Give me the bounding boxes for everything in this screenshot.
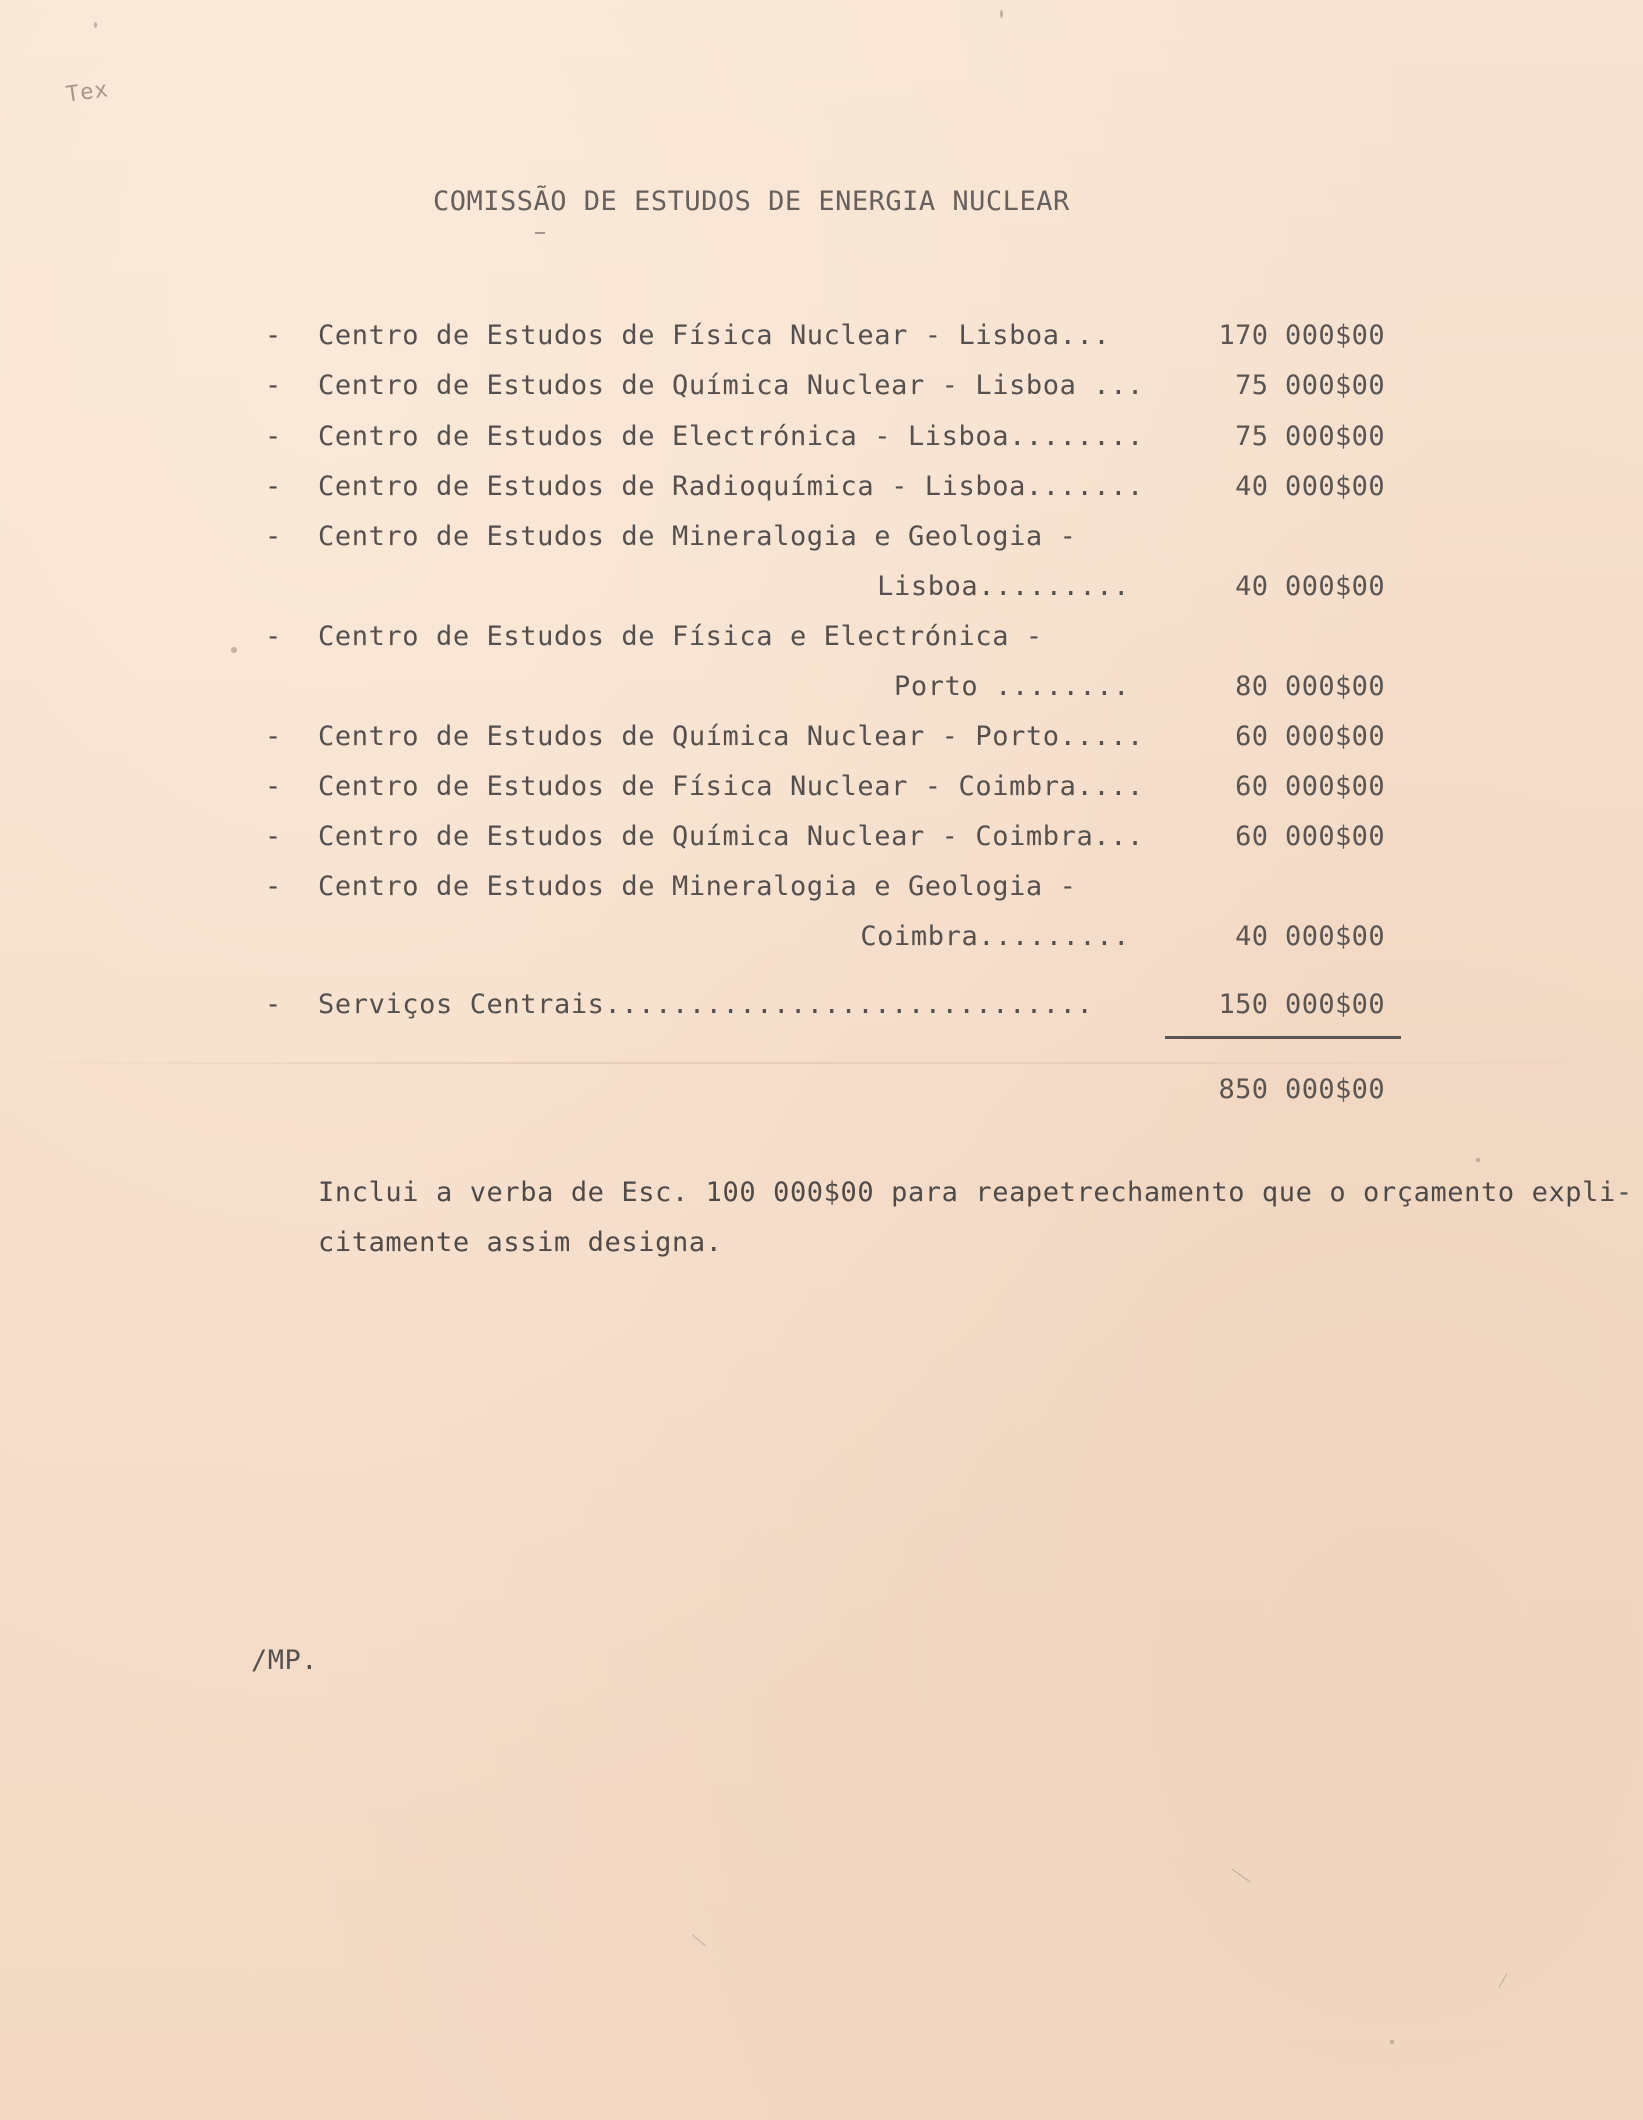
item-dash: - (265, 320, 282, 351)
item-dash: - (265, 421, 282, 452)
paper-speck (1476, 1158, 1480, 1162)
budget-item (0, 517, 1643, 557)
item-dash: - (265, 370, 282, 401)
item-amount: 40 000$00 (1235, 471, 1385, 502)
item-label: Centro de Estudos de Química Nuclear - Porto..... (318, 721, 1144, 752)
total-amount: 850 000$00 (1218, 1074, 1385, 1105)
budget-item (0, 817, 1643, 857)
item-amount: 40 000$00 (1235, 571, 1385, 602)
budget-item (0, 316, 1643, 356)
item-dash: - (265, 521, 282, 552)
item-amount: 75 000$00 (1235, 370, 1385, 401)
item-dash: - (265, 871, 282, 902)
document-title: COMISSÃO DE ESTUDOS DE ENERGIA NUCLEAR (433, 186, 1070, 217)
note-line: citamente assim designa. (318, 1227, 723, 1258)
item-amount: 170 000$00 (1218, 320, 1385, 351)
paper-fold (0, 1062, 1643, 1064)
item-label: Centro de Estudos de Química Nuclear - Lisboa ... (318, 370, 1144, 401)
paper-speck (1390, 2040, 1394, 2044)
paper-speck (94, 22, 97, 28)
item-dash: - (265, 771, 282, 802)
item-label: Centro de Estudos de Física Nuclear - Coimbra.... (318, 771, 1144, 802)
budget-item (0, 767, 1643, 807)
paper-scratch (1499, 1973, 1508, 1987)
item-label: Centro de Estudos de Física Nuclear - Lisboa... (318, 320, 1111, 351)
item-label: Centro de Estudos de Química Nuclear - Coimbra... (318, 821, 1144, 852)
item-continuation: Porto ........ (894, 671, 1130, 702)
item-amount: 40 000$00 (1235, 921, 1385, 952)
item-continuation: Coimbra......... (860, 921, 1130, 952)
item-label: Centro de Estudos de Radioquímica - Lisboa....... (318, 471, 1144, 502)
typist-initials: /MP. (251, 1645, 319, 1676)
item-amount: 80 000$00 (1235, 671, 1385, 702)
budget-item (0, 366, 1643, 406)
budget-item (0, 417, 1643, 457)
item-label: Centro de Estudos de Mineralogia e Geologia - (318, 521, 1077, 552)
budget-item (0, 467, 1643, 507)
budget-item (0, 985, 1643, 1025)
total-rule (1165, 1036, 1401, 1039)
note-paragraph (318, 1168, 1633, 1268)
item-dash: - (265, 471, 282, 502)
item-amount: 60 000$00 (1235, 771, 1385, 802)
paper-scratch (692, 1934, 706, 1946)
item-amount: 75 000$00 (1235, 421, 1385, 452)
budget-item (0, 617, 1643, 657)
paper-speck (231, 647, 237, 653)
item-dash: - (265, 989, 282, 1020)
budget-item-continuation (0, 567, 1643, 607)
budget-item-continuation (0, 917, 1643, 957)
paper-speck (1000, 10, 1003, 18)
item-dash: - (265, 721, 282, 752)
item-amount: 60 000$00 (1235, 821, 1385, 852)
item-label: Centro de Estudos de Física e Electrónica - (318, 621, 1043, 652)
corner-mark: Tex (64, 77, 111, 108)
item-label: Centro de Estudos de Electrónica - Lisboa........ (318, 421, 1144, 452)
paper-scratch (1232, 1869, 1251, 1882)
item-label: Centro de Estudos de Mineralogia e Geologia - (318, 871, 1077, 902)
item-amount: 60 000$00 (1235, 721, 1385, 752)
item-dash: - (265, 821, 282, 852)
item-continuation: Lisboa......... (877, 571, 1130, 602)
title-dash (535, 232, 545, 234)
item-amount: 150 000$00 (1218, 989, 1385, 1020)
budget-item (0, 867, 1643, 907)
budget-item-continuation (0, 667, 1643, 707)
item-label: Serviços Centrais............................. (318, 989, 1094, 1020)
budget-item (0, 717, 1643, 757)
item-dash: - (265, 621, 282, 652)
note-line: Inclui a verba de Esc. 100 000$00 para reapetrechamento que o orçamento expli- (318, 1177, 1633, 1208)
